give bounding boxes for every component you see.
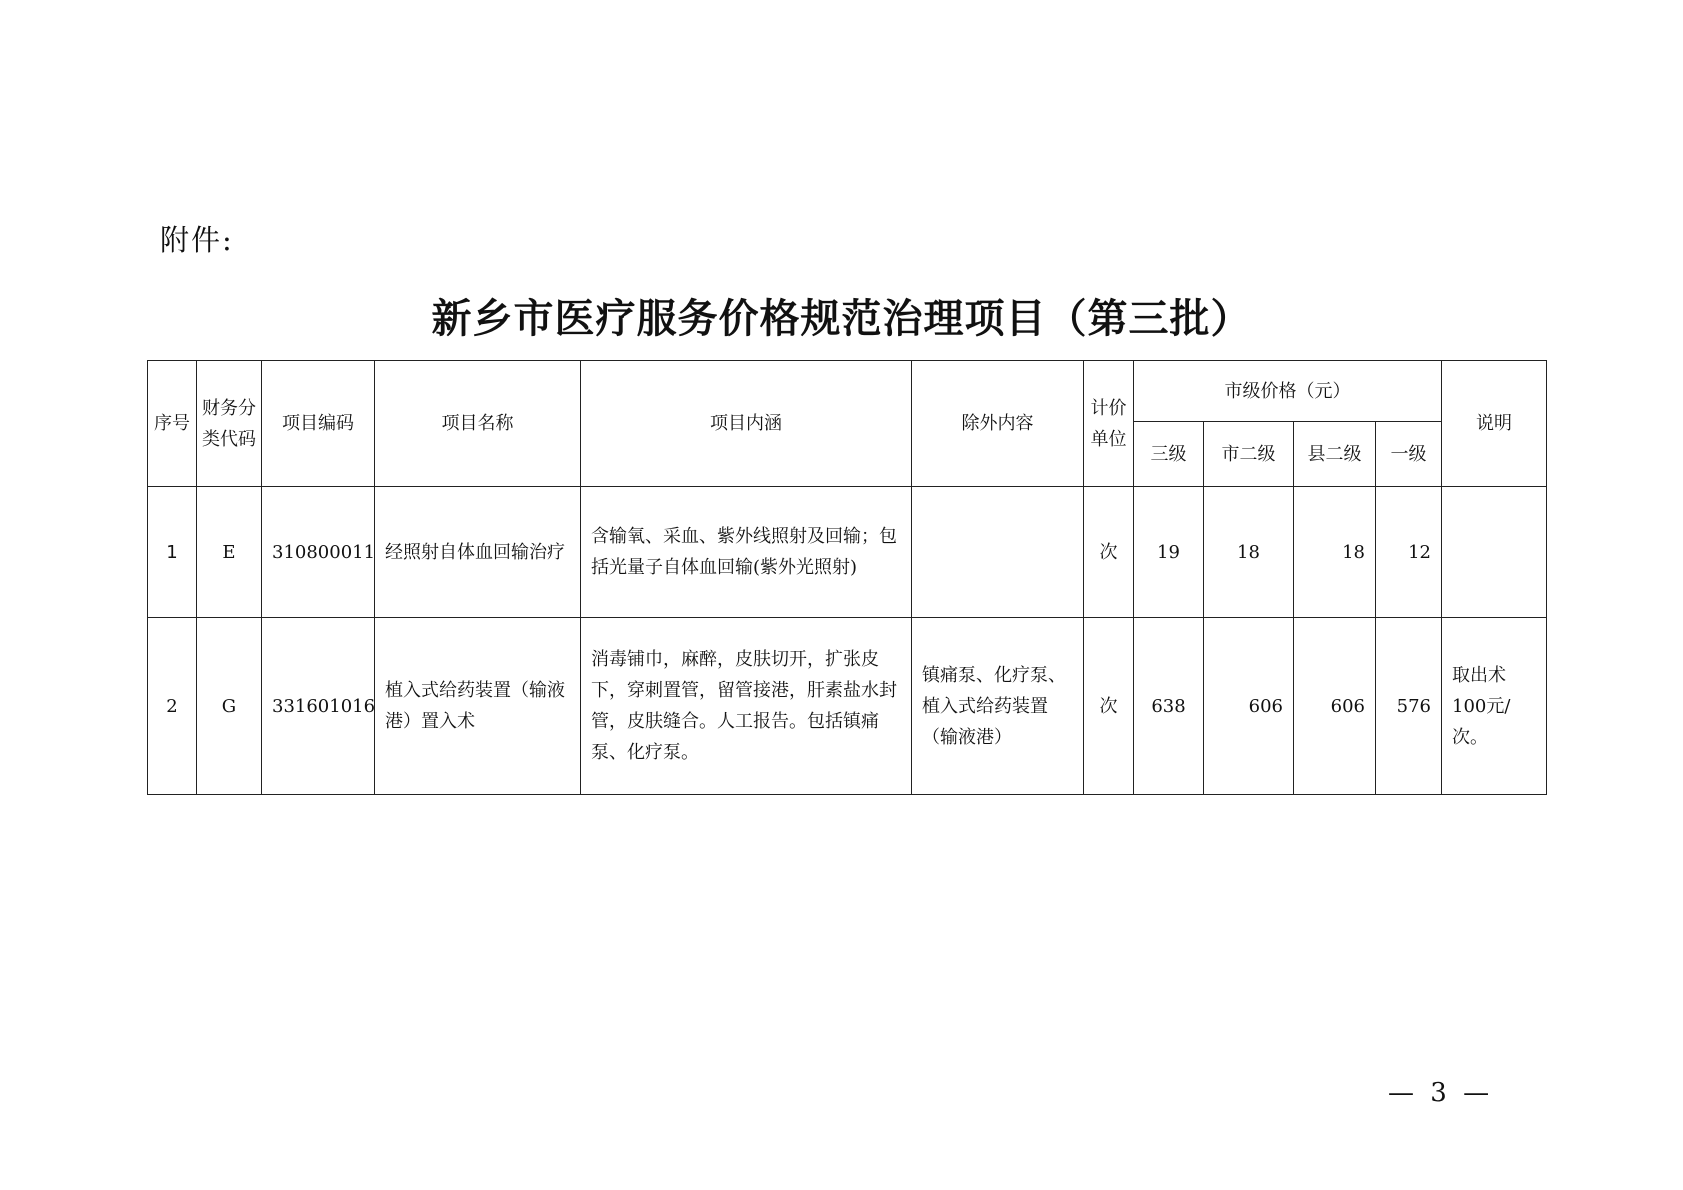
- cell-item-code: 310800011: [262, 487, 375, 618]
- cell-unit: 次: [1084, 618, 1134, 795]
- cell-level1: 12: [1376, 487, 1442, 618]
- cell-county-level2: 18: [1294, 487, 1376, 618]
- cell-notes: 取出术100元/次。: [1442, 618, 1547, 795]
- cell-exclusions: [912, 487, 1084, 618]
- cell-level1: 576: [1376, 618, 1442, 795]
- cell-notes: [1442, 487, 1547, 618]
- cell-city-level2: 606: [1204, 618, 1294, 795]
- cell-exclusions: 镇痛泵、化疗泵、植入式给药装置（输液港）: [912, 618, 1084, 795]
- page-number: — 3 —: [1388, 1078, 1494, 1108]
- header-item-name: 项目名称: [375, 361, 581, 487]
- cell-finance-code: G: [197, 618, 262, 795]
- cell-unit: 次: [1084, 487, 1134, 618]
- cell-city-level2: 18: [1204, 487, 1294, 618]
- attachment-label: 附件:: [160, 223, 234, 257]
- cell-level3: 19: [1134, 487, 1204, 618]
- header-city-level2: 市二级: [1204, 422, 1294, 487]
- table-row: [148, 487, 1547, 618]
- header-item-content: 项目内涵: [581, 361, 912, 487]
- header-item-code: 项目编码: [262, 361, 375, 487]
- cell-county-level2: 606: [1294, 618, 1376, 795]
- header-level1: 一级: [1376, 422, 1442, 487]
- table-row: [148, 618, 1547, 795]
- header-notes: 说明: [1442, 361, 1547, 487]
- header-exclusions: 除外内容: [912, 361, 1084, 487]
- header-level3: 三级: [1134, 422, 1204, 487]
- cell-item-name: 植入式给药装置（输液港）置入术: [375, 618, 581, 795]
- document-title: 新乡市医疗服务价格规范治理项目（第三批）: [431, 295, 1252, 342]
- header-city-price: 市级价格（元）: [1134, 361, 1442, 422]
- header-seq: 序号: [148, 361, 197, 487]
- header-unit: 计价单位: [1084, 361, 1134, 487]
- cell-item-name: 经照射自体血回输治疗: [375, 487, 581, 618]
- header-finance-code: 财务分类代码: [197, 361, 262, 487]
- header-row-top: [148, 361, 1547, 422]
- price-table: [147, 360, 1547, 795]
- cell-item-content: 含输氧、采血、紫外线照射及回输；包括光量子自体血回输(紫外光照射): [581, 487, 912, 618]
- cell-seq: 1: [148, 487, 197, 618]
- cell-level3: 638: [1134, 618, 1204, 795]
- cell-item-content: 消毒铺巾，麻醉，皮肤切开，扩张皮下，穿刺置管，留管接港，肝素盐水封管，皮肤缝合。人工报告。包括镇痛泵、化疗泵。: [581, 618, 912, 795]
- header-county-level2: 县二级: [1294, 422, 1376, 487]
- cell-item-code: 331601016: [262, 618, 375, 795]
- cell-finance-code: E: [197, 487, 262, 618]
- cell-seq: 2: [148, 618, 197, 795]
